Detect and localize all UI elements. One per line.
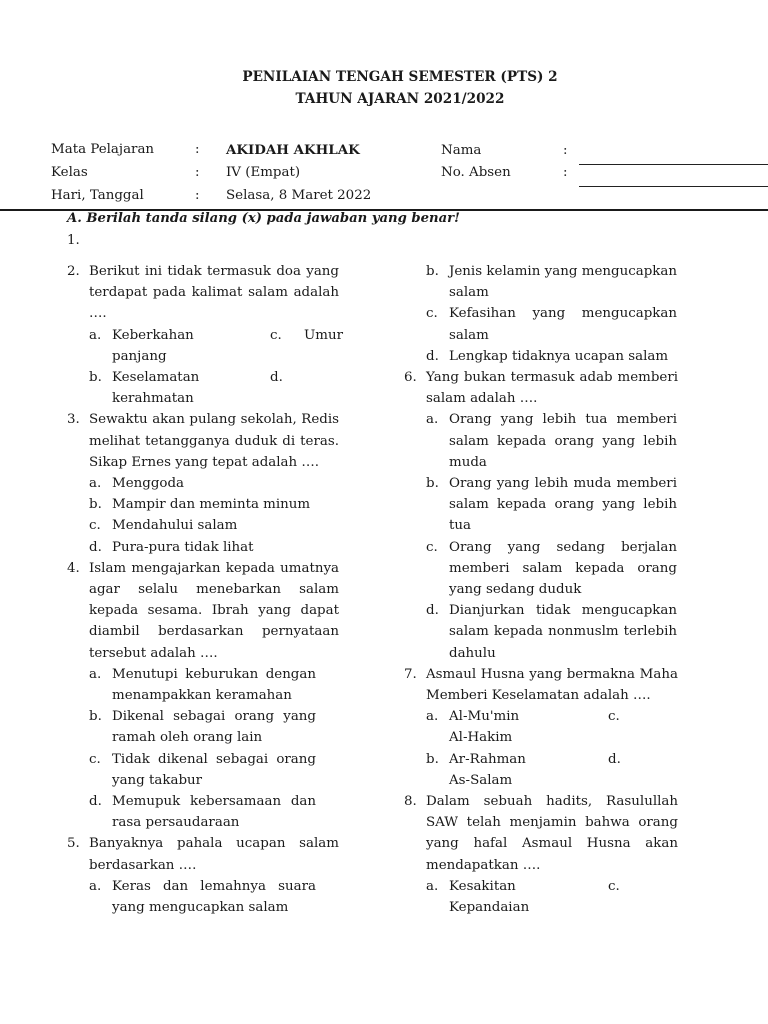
option-c-text: Kepandaian <box>449 900 530 916</box>
option-a[interactable]: a. Orang yang lebih tua memberi salam kepada orang yang lebih muda <box>426 412 677 470</box>
question-text: Yang bukan termasuk adab memberi salam adalah …. <box>426 370 678 407</box>
option-d[interactable]: d. Memupuk kebersamaan dan rasa persaudaraan <box>89 794 316 831</box>
option-c[interactable]: c. Mendahului salam <box>89 518 238 534</box>
option-c[interactable]: c. Orang yang sedang berjalan memberi salam kepada orang yang sedang duduk <box>426 539 677 598</box>
option-c[interactable]: c. <box>270 327 282 343</box>
question-7 <box>404 664 678 706</box>
question-text: Dalam sebuah hadits, Rasulullah SAW telah menjamin bahwa orang yang hafal Asmaul Husna akan mendapatkan …. <box>426 794 678 873</box>
option-a[interactable]: a. Menutupi keburukan dengan menampakkan keramahan <box>89 666 316 704</box>
q2-row-bd <box>67 367 339 388</box>
option-d[interactable]: d. Dianjurkan tidak mengucapkan salam kepada nonmuslm terlebih dahulu <box>426 603 677 661</box>
question-number: 6. <box>404 370 417 386</box>
question-text: Berikut ini tidak termasuk doa yang terdapat pada kalimat salam adalah …. <box>89 264 339 322</box>
option-b[interactable]: b. Dikenal sebagai orang yang ramah oleh orang lain <box>89 709 316 746</box>
question-5 <box>67 833 339 875</box>
option-b[interactable]: b. Orang yang lebih muda memberi salam kepada orang yang lebih tua <box>426 476 677 534</box>
question-number: 8. <box>404 794 417 810</box>
question-number: 4. <box>67 560 80 576</box>
option-a[interactable]: a. Al-Mu'min <box>426 709 520 725</box>
option-c[interactable]: c. <box>608 878 620 894</box>
q2-row-ac <box>67 325 344 346</box>
academic-year: TAHUN AJARAN 2021/2022 <box>295 91 505 107</box>
name-colon: : <box>563 143 568 158</box>
name-blank-line[interactable] <box>579 164 768 165</box>
option-c[interactable]: c. <box>608 709 620 725</box>
date-colon: : <box>195 188 200 203</box>
class-colon: : <box>195 165 200 180</box>
option-d-text: kerahmatan <box>112 391 194 407</box>
option-c-text-2: panjang <box>112 348 167 364</box>
date-value: Selasa, 8 Maret 2022 <box>226 188 372 203</box>
class-value: IV (Empat) <box>226 165 301 180</box>
question-text: Asmaul Husna yang bermakna Maha Memberi Keselamatan adalah …. <box>426 666 678 704</box>
option-a[interactable]: a. Menggoda <box>89 476 185 492</box>
question-number: 5. <box>67 836 80 852</box>
option-c-text-1: Umur <box>304 327 344 343</box>
q7-row-bd <box>404 749 678 770</box>
question-text: Banyaknya pahala ucapan salam berdasarkan …. <box>89 836 339 873</box>
exam-title: PENILAIAN TENGAH SEMESTER (PTS) 2 <box>242 69 558 85</box>
subject-label: Mata Pelajaran <box>51 142 155 157</box>
option-d[interactable]: d. Pura-pura tidak lihat <box>89 539 254 555</box>
name-label: Nama <box>441 143 482 158</box>
class-label: Kelas <box>51 165 88 180</box>
date-label: Hari, Tanggal <box>51 188 144 203</box>
q5-option-c[interactable]: c. Kefasihan yang mengucapkan salam <box>426 306 677 343</box>
question-6 <box>404 367 678 409</box>
question-2 <box>67 261 339 325</box>
option-a[interactable]: a. Kesakitan <box>426 878 516 894</box>
subject-value: AKIDAH AKHLAK <box>226 142 360 158</box>
option-d[interactable]: d. <box>608 751 621 767</box>
absen-blank-line[interactable] <box>579 186 768 187</box>
question-number: 3. <box>67 412 80 428</box>
q7-row-ac <box>404 706 678 727</box>
option-c-text: Al-Hakim <box>449 730 513 746</box>
option-c[interactable]: c. Tidak dikenal sebagai orang yang takabur <box>89 751 316 788</box>
question-number: 2. <box>67 264 80 279</box>
question-8 <box>404 791 678 876</box>
absen-label: No. Absen <box>441 165 511 180</box>
q8-row-ac <box>404 876 678 897</box>
right-column <box>404 261 678 918</box>
question-3 <box>67 409 339 473</box>
option-b[interactable]: b. Keselamatan <box>89 370 200 386</box>
option-a[interactable]: a. Keberkahan <box>89 327 194 343</box>
question-text: Islam mengajarkan kepada umatnya agar selalu menebarkan salam kepada sesama. Ibrah yang dapat diambil berdasarkan pernyataan tersebut adalah …. <box>89 560 339 661</box>
question-text: Sewaktu akan pulang sekolah, Redis melihat tetangganya duduk di teras. Sikap Ernes yang tepat adalah …. <box>89 412 339 470</box>
q1-number: 1. <box>67 233 80 248</box>
section-a-instruction: A. Berilah tanda silang (x) pada jawaban yang benar! <box>67 211 460 226</box>
option-b[interactable]: b. Mampir dan meminta minum <box>89 497 311 513</box>
absen-colon: : <box>563 165 568 180</box>
option-d-text: As-Salam <box>449 772 513 788</box>
left-column <box>67 261 344 918</box>
subject-colon: : <box>195 142 200 157</box>
q5-option-d[interactable]: d. Lengkap tidaknya ucapan salam <box>426 348 669 364</box>
question-number: 7. <box>404 666 417 682</box>
option-a[interactable]: a. Keras dan lemahnya suara yang mengucapkan salam <box>89 878 316 916</box>
option-d[interactable]: d. <box>270 370 283 386</box>
q5-option-b[interactable]: b. Jenis kelamin yang mengucapkan salam <box>426 264 677 301</box>
option-b[interactable]: b. Ar-Rahman <box>426 751 526 767</box>
question-4 <box>67 558 339 664</box>
